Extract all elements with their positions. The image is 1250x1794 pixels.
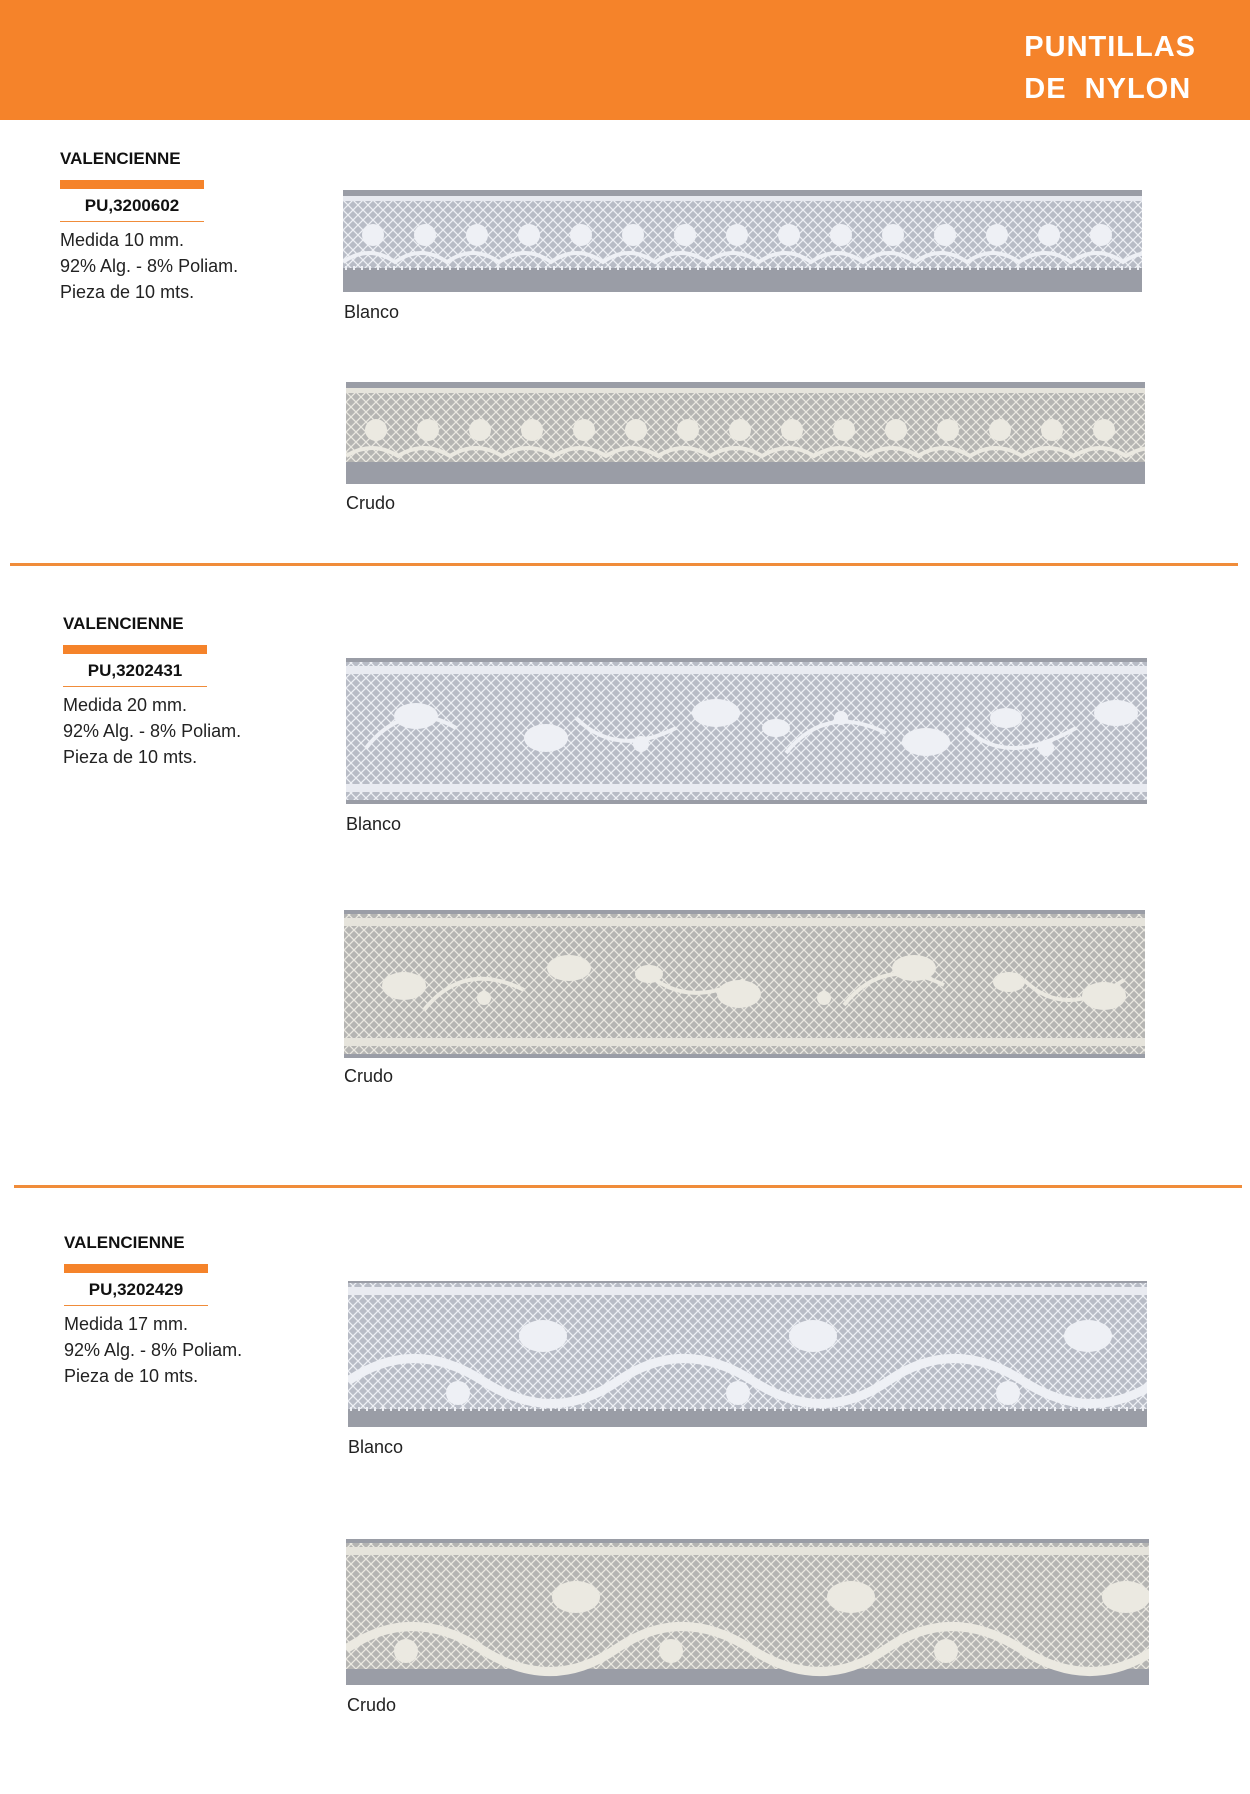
- product-composition: 92% Alg. - 8% Poliam.: [63, 721, 242, 741]
- lace-image-crudo-1: [346, 382, 1145, 484]
- lace-image-crudo-3: [346, 1539, 1149, 1685]
- product-size: Medida 20 mm.: [63, 695, 188, 715]
- product-info-2: [63, 613, 283, 770]
- page-title: PUNTILLAS DE NYLON: [1024, 31, 1196, 105]
- product-code: PU,3202429: [88, 1280, 184, 1299]
- product-category: VALENCIENNE: [63, 614, 184, 633]
- section-divider: [14, 1185, 1242, 1188]
- product-composition: 92% Alg. - 8% Poliam.: [64, 1340, 243, 1360]
- product-code: PU,3200602: [84, 196, 180, 215]
- variant-label-crudo: Crudo: [347, 1695, 397, 1715]
- product-length: Pieza de 10 mts.: [63, 747, 198, 767]
- variant-label-crudo: Crudo: [344, 1066, 394, 1086]
- accent-bar: [63, 645, 207, 654]
- product-category: VALENCIENNE: [64, 1233, 185, 1252]
- accent-bar: [64, 1264, 208, 1273]
- product-info-1: [60, 148, 280, 305]
- lace-image-blanco-1: [343, 190, 1142, 292]
- product-size: Medida 17 mm.: [64, 1314, 189, 1334]
- product-length: Pieza de 10 mts.: [64, 1366, 199, 1386]
- variant-label-blanco: Blanco: [346, 814, 402, 834]
- lace-image-crudo-2: [344, 910, 1145, 1058]
- product-code: PU,3202431: [87, 661, 183, 680]
- variant-label-blanco: Blanco: [344, 302, 400, 322]
- lace-image-blanco-2: [346, 658, 1147, 804]
- page-header: [0, 0, 1250, 120]
- product-category: VALENCIENNE: [60, 149, 181, 168]
- product-size: Medida 10 mm.: [60, 230, 185, 250]
- section-divider: [10, 563, 1238, 566]
- accent-bar: [60, 180, 204, 189]
- product-length: Pieza de 10 mts.: [60, 282, 195, 302]
- variant-label-blanco: Blanco: [348, 1437, 404, 1457]
- product-info-3: [64, 1232, 284, 1389]
- lace-image-blanco-3: [348, 1281, 1147, 1427]
- variant-label-crudo: Crudo: [346, 493, 396, 513]
- product-composition: 92% Alg. - 8% Poliam.: [60, 256, 239, 276]
